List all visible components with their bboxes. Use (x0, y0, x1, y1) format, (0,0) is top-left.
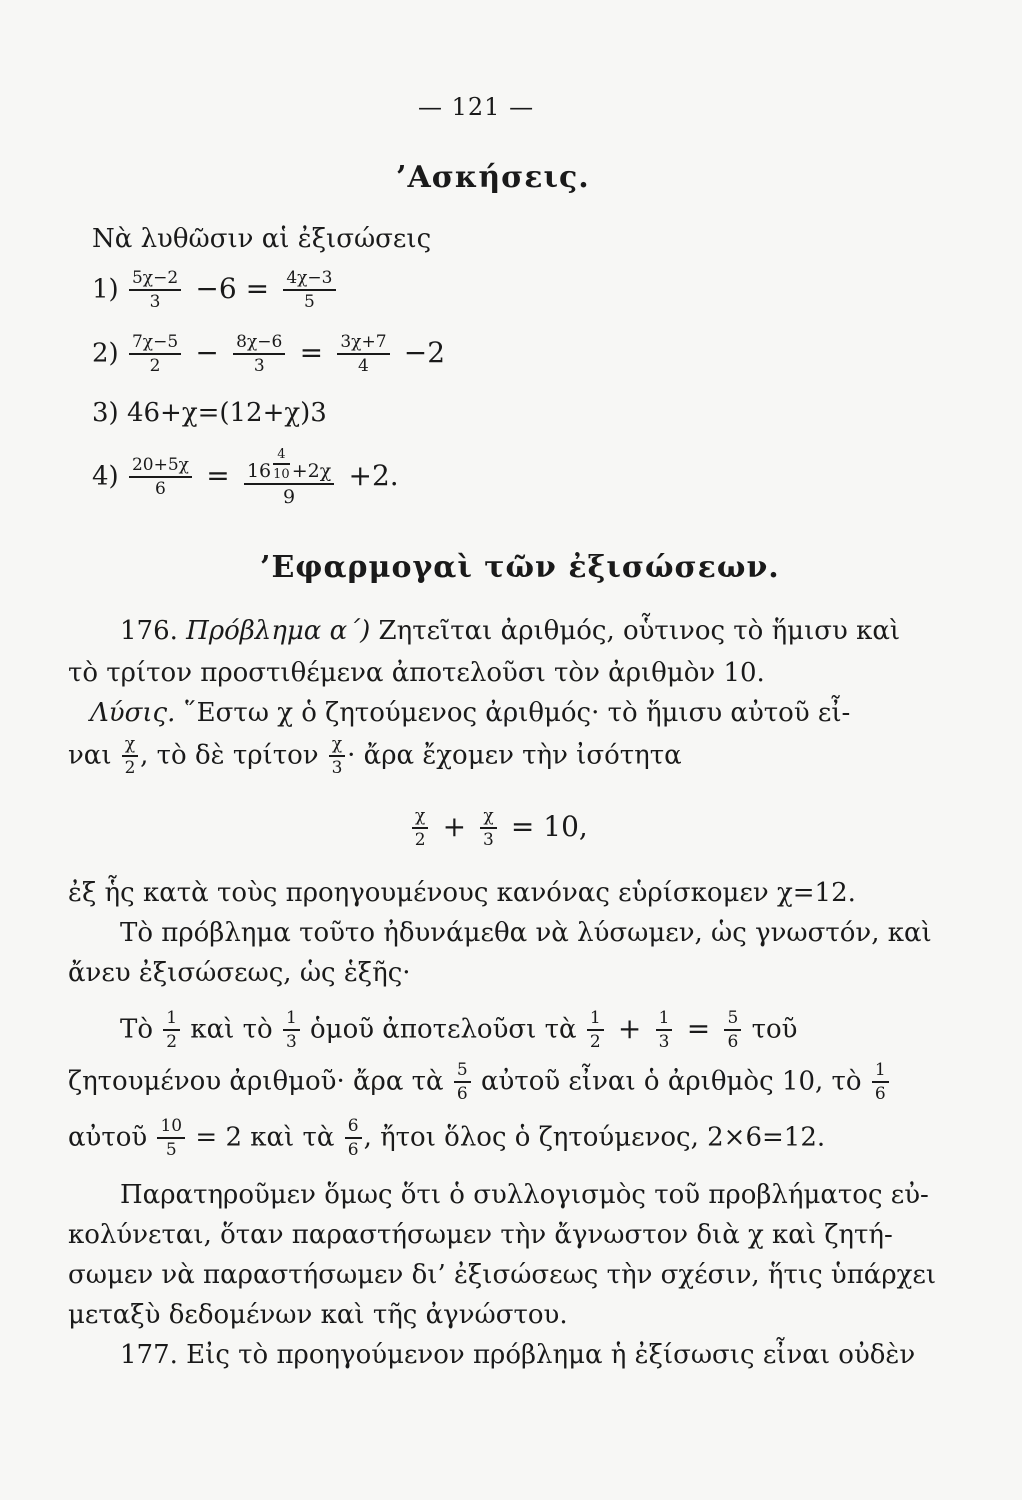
problem-176-line-3 (90, 700, 850, 726)
text-line-15: 177. Εἰς τὸ προηγούμενον πρόβλημα ἡ ἐξίσωσις εἶναι οὐδὲν (120, 1340, 916, 1370)
denominator: 5 (303, 292, 315, 312)
equation-3 (92, 400, 327, 426)
denominator: 6 (456, 1084, 468, 1104)
text-run: , ἤτοι ὅλος ὁ ζητούμενος, 2×6=12. (363, 1122, 826, 1153)
denominator: 3 (658, 1032, 670, 1052)
numerator: 1 (656, 1010, 673, 1031)
text-run: αὐτοῦ εἶναι ὁ ἀριθμὸς 10, τὸ (480, 1066, 862, 1097)
equation-tail: +2. (348, 458, 399, 492)
text-run: · ἄρα ἔχομεν τὴν ἰσότητα (347, 740, 682, 771)
denominator: 3 (253, 356, 265, 376)
fraction (480, 808, 496, 849)
numerator: 1 (587, 1010, 604, 1031)
numerator: 1 (872, 1062, 889, 1083)
text-run: Ζητεῖται ἀριθμός, οὗτινος τὸ ἥμισυ καὶ (378, 616, 901, 646)
equation-operator: = (206, 458, 230, 492)
equation-operator: + (442, 809, 467, 843)
denominator: 2 (149, 356, 161, 376)
exercises-heading: ’Ασκήσεις. (396, 160, 590, 195)
equation-label: 2) (92, 338, 119, 369)
text-line-7: ἄνευ ἐξισώσεως, ὡς ἑξῆς· (68, 958, 411, 988)
text-run: ναι (68, 740, 112, 771)
denominator: 10 (273, 467, 290, 482)
equation-body: 46+χ=(12+χ)3 (126, 398, 327, 428)
fraction (337, 334, 389, 375)
denominator: 2 (414, 830, 426, 850)
exercises-intro: Νὰ λυθῶσιν αἱ ἐξισώσεις (92, 224, 432, 254)
text-run: Τὸ (120, 1014, 153, 1045)
fraction (656, 1010, 673, 1051)
text-line-5: ἐξ ἧς κατὰ τοὺς προηγουμένους κανόνας εὑρίσκομεν χ=12. (68, 878, 856, 908)
text-run: καὶ τὸ (190, 1014, 273, 1045)
denominator: 3 (285, 1032, 297, 1052)
denominator: 3 (331, 758, 343, 778)
equation-1 (92, 270, 338, 311)
equation-tail: = 10, (510, 809, 588, 843)
fraction (122, 736, 138, 777)
numerator: χ (122, 736, 138, 757)
solution-label: Λύσις. (90, 698, 176, 728)
numerator: 1 (283, 1010, 300, 1031)
numerator: 4 (273, 448, 290, 465)
fraction (163, 1010, 180, 1051)
mixed-whole: 16 (246, 460, 272, 482)
text-run: ὁμοῦ ἀποτελοῦσι τὰ (310, 1014, 577, 1045)
fraction (454, 1062, 471, 1103)
fraction (329, 736, 345, 777)
equation-label: 1) (92, 274, 119, 305)
numerator: 4χ−3 (283, 270, 335, 291)
numerator: 5 (724, 1010, 741, 1031)
applications-heading: ’Εφαρμογαὶ τῶν ἐξισώσεων. (260, 550, 780, 585)
problem-176-line-1 (120, 618, 900, 644)
numerator: 1 (163, 1010, 180, 1031)
centered-equation (410, 808, 592, 849)
problem-176-line-2: τὸ τρίτον προστιθέμενα ἀποτελοῦσι τὸν ἀριθμὸν 10. (68, 658, 765, 688)
denominator: 3 (483, 830, 494, 850)
equation-operator: = (686, 1011, 711, 1045)
fraction (283, 270, 335, 311)
denominator: 6 (727, 1032, 739, 1052)
numerator: χ (329, 736, 345, 757)
denominator: 2 (589, 1032, 601, 1052)
equation-operator: − (195, 335, 219, 369)
equation-operator: = (299, 335, 324, 369)
text-run: αὐτοῦ (68, 1122, 148, 1153)
text-line-10 (68, 1118, 825, 1159)
fraction (724, 1010, 741, 1051)
fraction (233, 334, 285, 375)
equation-label: 3) (92, 398, 119, 428)
fraction (157, 1118, 185, 1159)
text-line-14: μεταξὺ δεδομένων καὶ τῆς ἀγνώστου. (68, 1300, 568, 1330)
text-line-12: κολύνεται, ὅταν παραστήσωμεν τὴν ἄγνωστον διὰ χ καὶ ζητή- (68, 1220, 893, 1250)
problem-176-line-4 (68, 736, 682, 777)
numerator: 3χ+7 (337, 334, 389, 355)
text-line-8 (120, 1010, 797, 1051)
text-line-6: Τὸ πρόβλημα τοῦτο ἠδυνάμεθα νὰ λύσωμεν, ὡς γνωστόν, καὶ (120, 918, 932, 948)
denominator: 2 (166, 1032, 178, 1052)
numerator: 7χ−5 (129, 334, 181, 355)
text-line-11: Παρατηροῦμεν ὅμως ὅτι ὁ συλλογισμὸς τοῦ προβλήματος εὐ- (120, 1180, 929, 1210)
text-line-13: σωμεν νὰ παραστήσωμεν δι’ ἐξισώσεως τὴν σχέσιν, ἥτις ὑπάρχει (68, 1260, 937, 1290)
text-line-9 (68, 1062, 891, 1103)
numerator: 10 (157, 1118, 185, 1139)
text-run: τοῦ (751, 1014, 798, 1045)
problem-label: Πρόβλημα α΄) (186, 616, 371, 646)
denominator: 6 (347, 1140, 359, 1160)
denominator: 6 (874, 1084, 886, 1104)
denominator: 6 (155, 479, 166, 499)
numerator: 20+5χ (129, 457, 192, 478)
equation-operator: −6 = (195, 271, 270, 305)
equation-label: 4) (92, 461, 119, 492)
compound-fraction (244, 448, 334, 507)
fraction (412, 808, 428, 849)
numerator: 5χ−2 (129, 270, 181, 291)
fraction (872, 1062, 889, 1103)
numerator: 6 (345, 1118, 362, 1139)
page-number: — 121 — (418, 93, 535, 121)
text-run: ζητουμένου ἀριθμοῦ· ἄρα τὰ (68, 1066, 444, 1097)
fraction (283, 1010, 300, 1051)
numerator: 5 (454, 1062, 471, 1083)
equation-4 (92, 448, 403, 507)
text-run: ῞Εστω χ ὁ ζητούμενος ἀριθμός· τὸ ἥμισυ αὐτοῦ εἶ- (183, 698, 851, 728)
text-run: , τὸ δὲ τρίτον (140, 740, 319, 771)
denominator: 5 (165, 1140, 177, 1160)
denominator: 3 (149, 292, 161, 312)
inner-fraction (273, 448, 290, 481)
fraction (129, 457, 192, 498)
equation-operator: + (617, 1011, 642, 1045)
text-run: = 2 καὶ τὰ (195, 1122, 335, 1153)
fraction (587, 1010, 604, 1051)
numerator: χ (480, 808, 496, 829)
numerator: χ (412, 808, 428, 829)
equation-2 (92, 334, 449, 375)
compound-numerator-tail: +2χ (291, 460, 332, 482)
compound-numerator (244, 448, 334, 485)
equation-tail: −2 (403, 335, 446, 369)
numerator: 8χ−6 (233, 334, 285, 355)
denominator: 4 (358, 356, 369, 376)
fraction (345, 1118, 362, 1159)
fraction (129, 270, 181, 311)
denominator: 2 (124, 758, 136, 778)
paragraph-number: 176. (120, 616, 178, 646)
denominator: 9 (283, 486, 296, 508)
fraction (129, 334, 181, 375)
